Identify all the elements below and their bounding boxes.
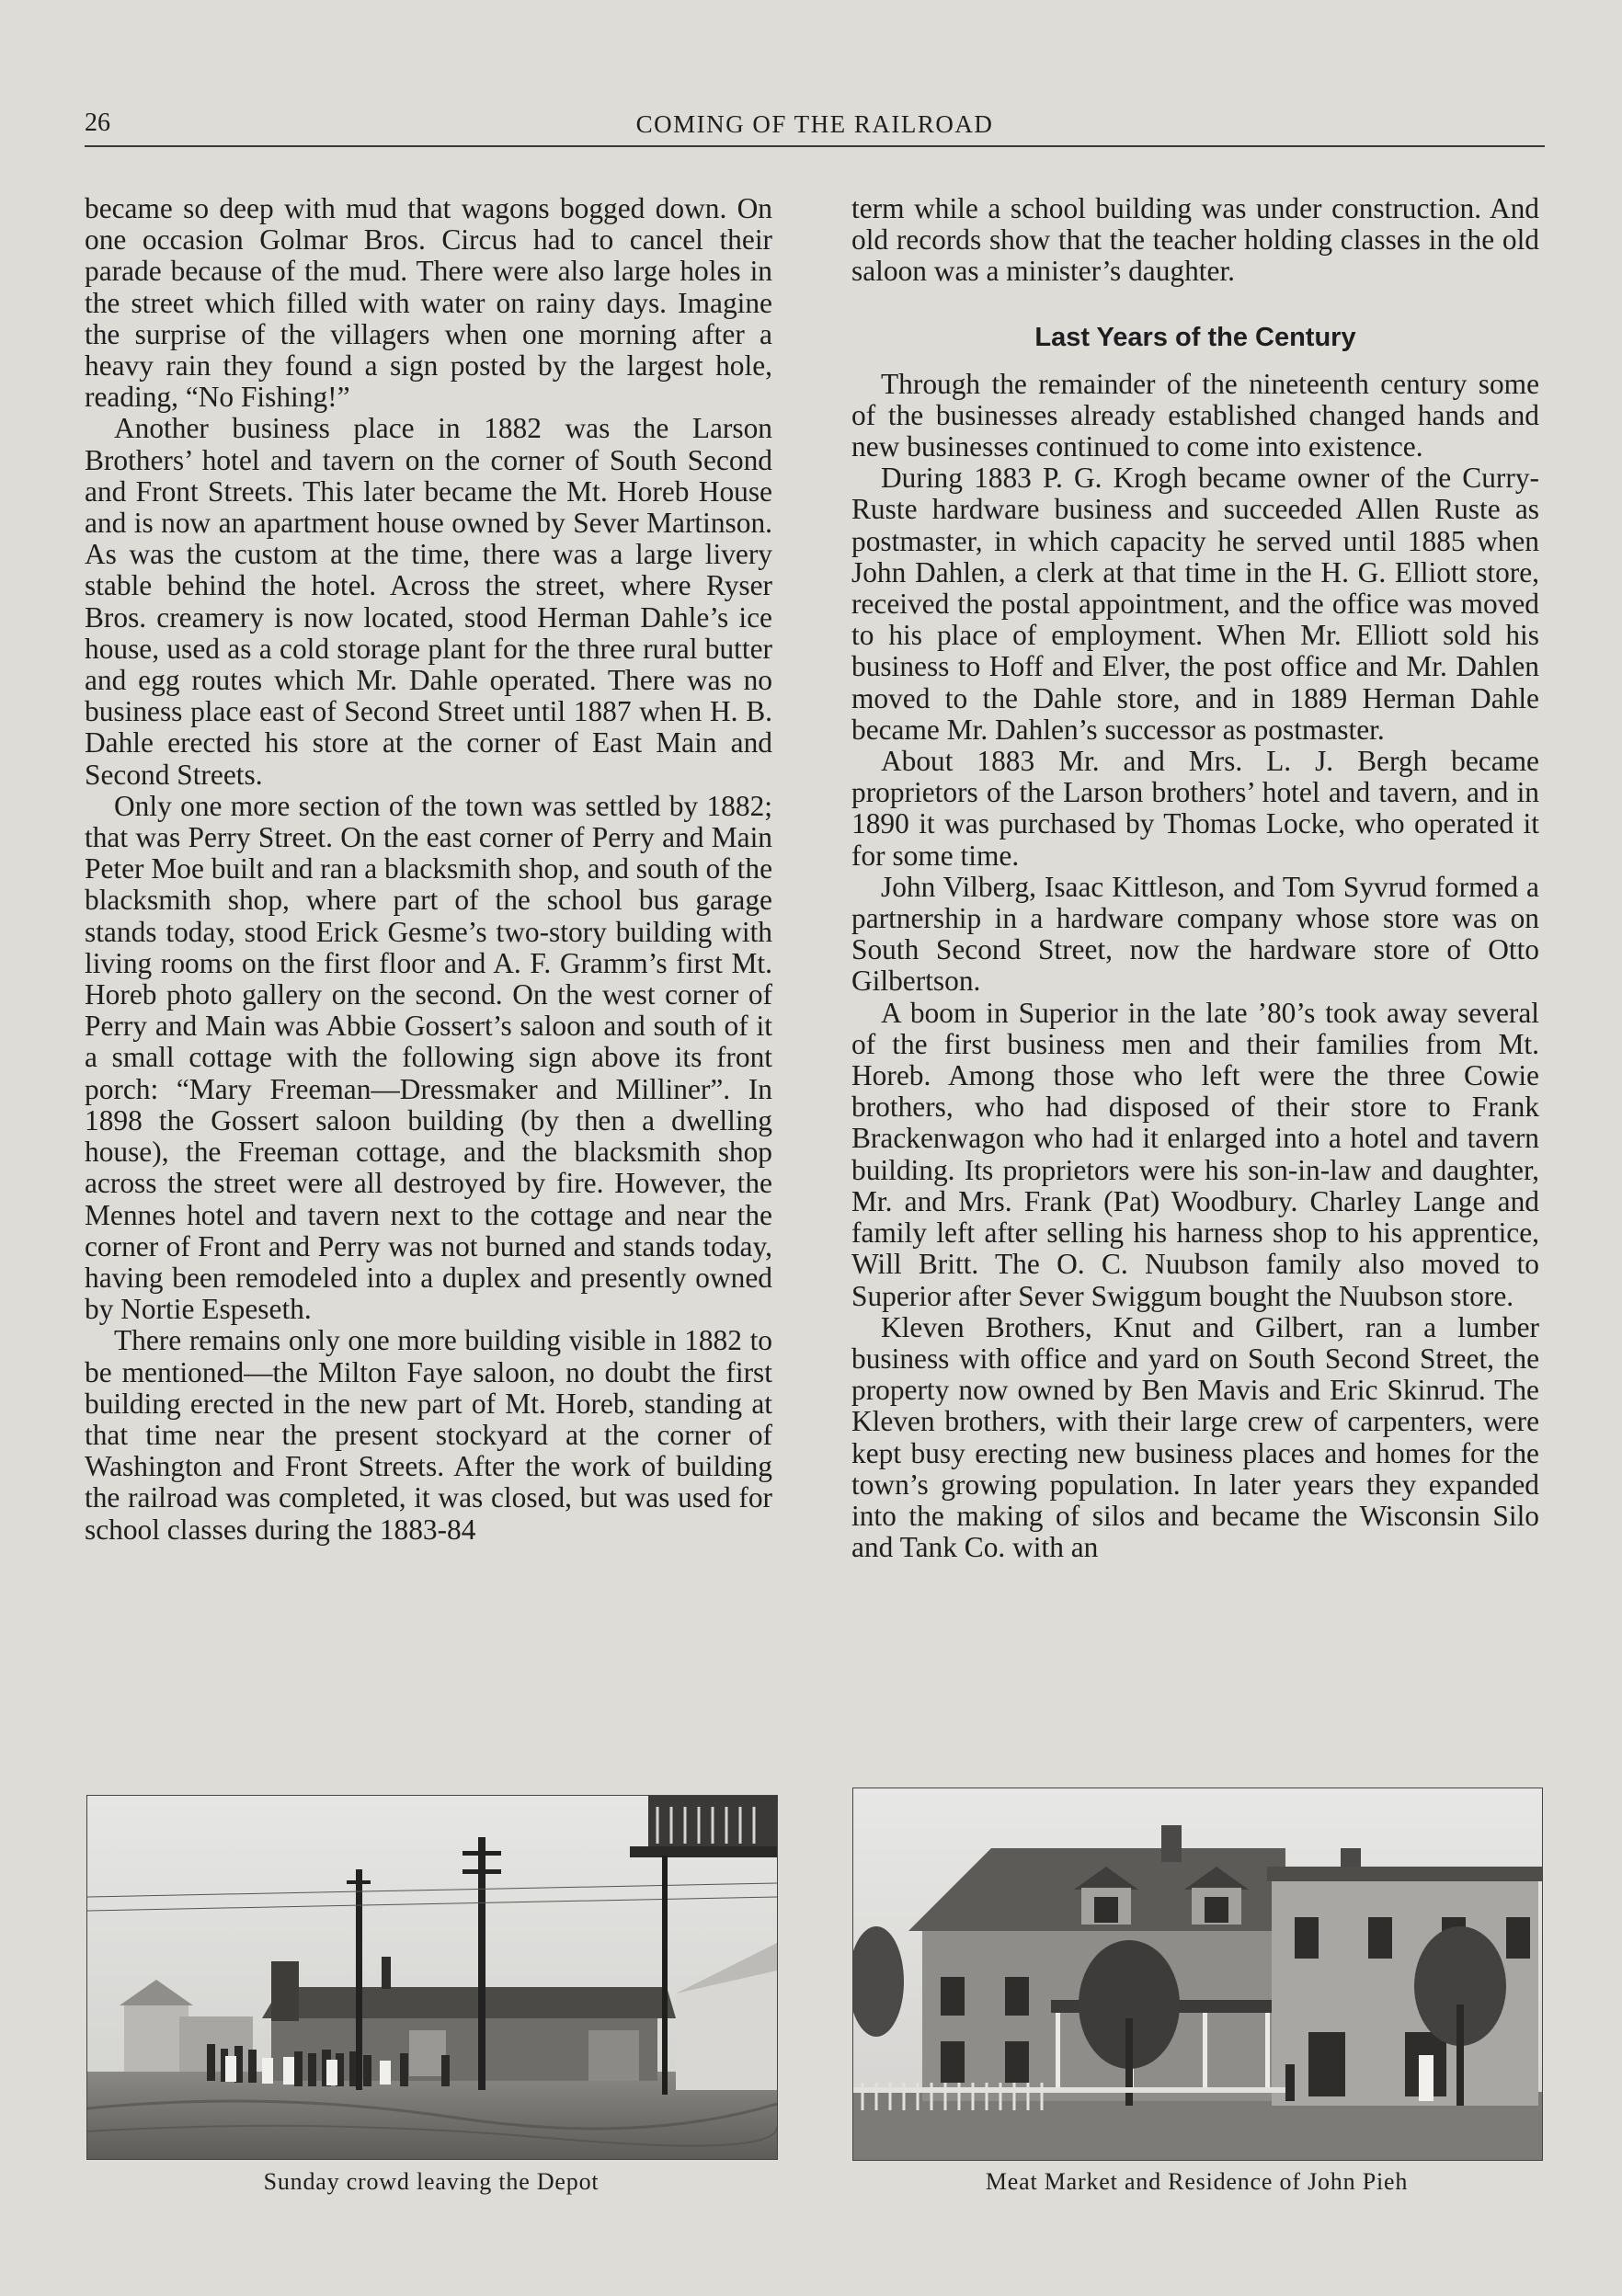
meat-market-photo-image <box>853 1788 1542 2160</box>
paragraph: During 1883 P. G. Krogh became owner of the Curry-Ruste hardware business and succeeded Allen Ruste as postmaster, in which capacity he served until 1885 when John Dahlen, a clerk at that time in the H. G. Elliott store, received the postal appointment, and the office was moved to his place of employment. When Mr. Elliott sold his business to Hoff and Elver, the post office and Mr. Dahlen moved to the Dahle store, and in 1889 Herman Dahle became Mr. Dahlen’s successor as postmaster. <box>851 462 1539 746</box>
paragraph: Another business place in 1882 was the Larson Brothers’ hotel and tavern on the corner of South Second and Front Streets. This later became the Mt. Horeb House and is now an apartment house owned by Sever Martinson. As was the custom at the time, there was a large livery stable behind the hotel. Across the street, where Ryser Bros. creamery is now located, stood Herman Dahle’s ice house, used as a cold storage plant for the three rural butter and egg routes which Mr. Dahle operated. There was no business place east of Second Street until 1887 when H. B. Dahle erected his store at the corner of East Main and Second Streets. <box>85 412 772 791</box>
paragraph: Through the remainder of the nineteenth century some of the businesses already established changed hands and new businesses continued to come into existence. <box>851 367 1539 463</box>
page-header <box>85 105 1545 147</box>
depot-crowd-photo <box>86 1795 778 2160</box>
left-column <box>85 193 772 1546</box>
depot-photo-caption: Sunday crowd leaving the Depot <box>263 2168 600 2195</box>
meat-market-photo <box>852 1788 1543 2161</box>
paragraph: A boom in Superior in the late ’80’s took away several of the first business men and their families from Mt. Horeb. Among those who left were the three Cowie brothers, who had disposed of their store to Frank Brackenwagon who had it enlarged into a hotel and tavern building. Its proprietors were his son-in-law and daughter, Mr. and Mrs. Frank (Pat) Woodbury. Charley Lange and family left after selling his harness shop to his apprentice, Will Britt. The O. C. Nuubson family also moved to Superior after Sever Swiggum bought the Nuubson store. <box>851 996 1539 1312</box>
paragraph: became so deep with mud that wagons bogged down. On one occasion Golmar Bros. Circus had to cancel their parade because of the mud. There were also large holes in the street which filled with water on rainy days. Imagine the surprise of the villagers when one morning after a heavy rain they found a sign posted by the largest hole, reading, “No Fishing!” <box>85 192 772 414</box>
paragraph: Kleven Brothers, Knut and Gilbert, ran a lumber business with office and yard on South Second Street, the property now owned by Ben Mavis and Eric Skinrud. The Kleven brothers, with their large crew of carpenters, were kept busy erecting new business places and homes for the town’s growing population. In later years they expanded into the making of silos and became the Wisconsin Silo and Tank Co. with an <box>851 1310 1539 1564</box>
paragraph: Only one more section of the town was settled by 1882; that was Perry Street. On the east corner of Perry and Main Peter Moe built and ran a blacksmith shop, and south of the blacksmith shop, where part of the school bus garage stands today, stood Erick Gesme’s two-story building with living rooms on the first floor and A. F. Gramm’s first Mt. Horeb photo gallery on the second. On the west corner of Perry and Main was Abbie Gossert’s saloon and south of it a small cottage with the following sign above its front porch: “Mary Freeman—Dressmaker and Milliner”. In 1898 the Gossert saloon building (by then a dwelling house), the Freeman cottage, and the blacksmith shop across the street were all destroyed by fire. However, the Mennes hotel and tavern next to the cottage and near the corner of Front and Perry was not burned and stands today, having been remodeled into a duplex and presently owned by Nortie Espeseth. <box>85 789 772 1326</box>
paragraph: There remains only one more building visible in 1882 to be mentioned—the Milton Faye saloon, no doubt the first building erected in the new part of Mt. Horeb, standing at that time near the present stockyard at the corner of Washington and Front Streets. After the work of building the railroad was completed, it was closed, but was used for school classes during the 1883-84 <box>85 1324 772 1546</box>
paragraph: About 1883 Mr. and Mrs. L. J. Bergh became proprietors of the Larson brothers’ hotel and tavern, and in 1890 it was purchased by Thomas Locke, who operated it for some time. <box>851 745 1539 872</box>
meat-market-photo-caption: Meat Market and Residence of John Pieh <box>985 2168 1409 2195</box>
header-rule <box>85 145 1545 147</box>
section-heading: Last Years of the Century <box>1034 322 1356 352</box>
page-number: 26 <box>85 109 110 137</box>
depot-photo-image <box>87 1796 777 2159</box>
right-column <box>851 193 1539 1563</box>
paragraph: John Vilberg, Isaac Kittleson, and Tom Syvrud formed a partnership in a hardware company whose store was on South Second Street, now the hardware store of Otto Gilbertson. <box>851 870 1539 998</box>
running-title: COMING OF THE RAILROAD <box>635 110 994 138</box>
paragraph: term while a school building was under construction. And old records show that the teacher holding classes in the old saloon was a minister’s daughter. <box>851 192 1539 288</box>
